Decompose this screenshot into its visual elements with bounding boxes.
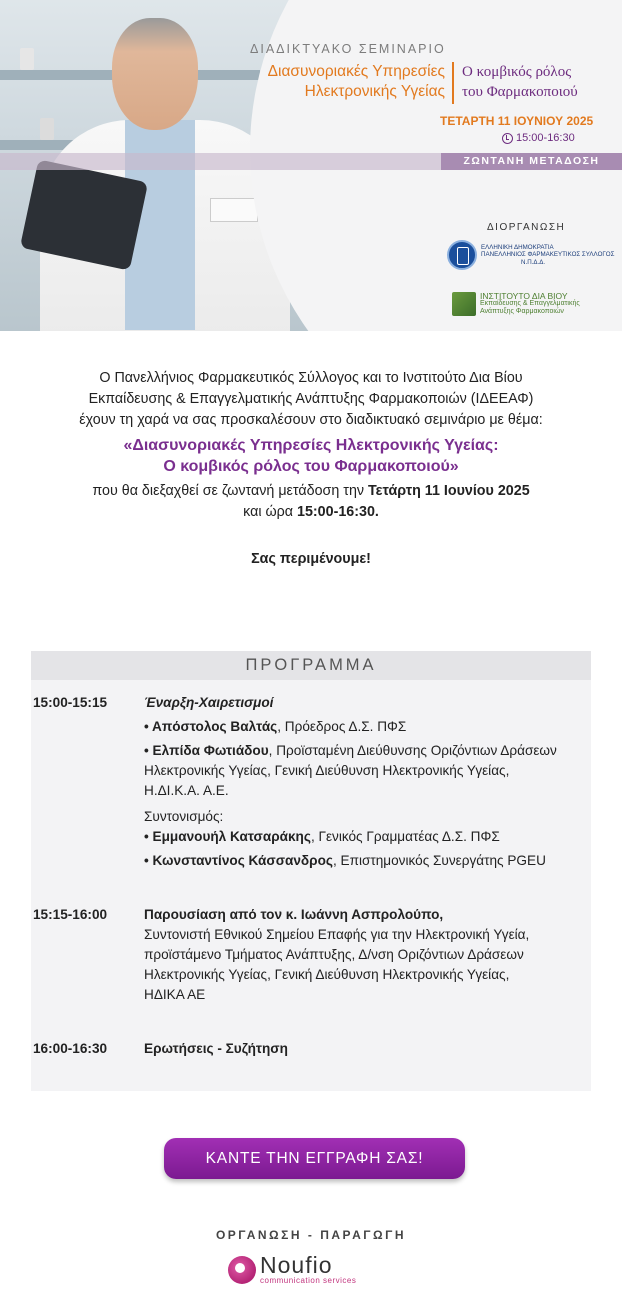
slot-time: 15:00-15:15 [33,695,108,710]
ideeaf-mark-icon [452,292,476,316]
ideeaf-logo: ΙΝΣΤΙΤΟΥΤΟ ΔΙΑ ΒΙΟΥ Εκπαίδευσης & Επαγγελματικής Ανάπτυξης Φαρμακοποιών [452,292,580,316]
production-label: ΟΡΓΑΝΩΣΗ - ΠΑΡΑΓΩΓΗ [215,1228,407,1242]
intro-time: 15:00-16:30. [297,504,379,520]
intro-text: Ο Πανελλήνιος Φαρμακευτικός Σύλλογος και το Ινστιτούτο Δια Βίου Εκπαίδευσης & Επαγγελματικής Ανάπτυξης Φαρμακοποιών (ΙΔΕΕΑΦ) έχουν τη χαρά να σας προσκαλέσουν στο διαδικτυακό σεμινάριο με θέμα: «Διασυνοριακές Υπηρεσίες Ηλεκτρονικής Υγείας: Ο κομβικός ρόλος του Φαρμακοποιού» που θα διεξαχθεί σε ζωντανή μετάδοση την Τετάρτη 11 Ιουνίου 2025 και ώρα 15:00-16:30. Σας περιμένουμε! [0,368,622,570]
intro-date: Τετάρτη 11 Ιουνίου 2025 [368,483,530,499]
slot-title: Ερωτήσεις - Συζήτηση [144,1041,288,1056]
noufio-mark-icon [228,1256,256,1284]
slot-title: Παρουσίαση από τον κ. Ιωάννη Ασπρολούπο, [144,907,444,922]
hero-title-right: Ο κομβικός ρόλος του Φαρμακοποιού [462,64,578,100]
slot-time: 16:00-16:30 [33,1041,108,1056]
slot-time: 15:15-16:00 [33,907,108,922]
hero-date: ΤΕΤΑΡΤΗ 11 ΙΟΥΝΙΟΥ 2025 [440,114,594,128]
seminar-kicker: ΔΙΑΔΙΚΤΥΑΚΟ ΣΕΜΙΝΑΡΙΟ [250,42,446,56]
live-stream-band: ΖΩΝΤΑΝΗ ΜΕΤΑΔΟΣΗ [441,153,622,170]
hero-title-left: Διασυνοριακές Υπηρεσίες Ηλεκτρονικής Υγείας [267,63,445,100]
clock-icon [502,133,513,144]
seminar-topic-1: «Διασυνοριακές Υπηρεσίες Ηλεκτρονικής Υγείας: [123,437,499,454]
title-divider [452,62,454,104]
hellenic-seal-icon [447,240,477,270]
closing-line: Σας περιμένουμε! [251,551,371,567]
pfs-logo: ΕΛΛΗΝΙΚΗ ΔΗΜΟΚΡΑΤΙΑ ΠΑΝΕΛΛΗΝΙΟΣ ΦΑΡΜΑΚΕΥΤΙΚΟΣ ΣΥΛΛΟΓΟΣ Ν.Π.Δ.Δ. [447,240,622,270]
register-button[interactable]: ΚΑΝΤΕ ΤΗΝ ΕΓΓΡΑΦΗ ΣΑΣ! [164,1138,465,1179]
hero-banner [0,0,622,331]
slot-title: Έναρξη-Χαιρετισμοί [144,695,274,710]
moderation-label: Συντονισμός: [144,809,224,824]
program-heading: ΠΡΟΓΡΑΜΜΑ [31,651,591,680]
program-panel: ΠΡΟΓΡΑΜΜΑ 15:00-15:15 Έναρξη-Χαιρετισμοί • Απόστολος Βαλτάς, Πρόεδρος Δ.Σ. ΠΦΣ • Ελπίδα Φωτιάδου, Προϊσταμένη Διεύθυνσης Οριζόντιων Δράσεων Ηλεκτρονικής Υγείας, Γενική Διεύθυνση Ηλεκτρονικής Υγείας, Η.ΔΙ.Κ.Α. Α.Ε. Συντονισμός: • Εμμανουήλ Κατσαράκης, Γενικός Γραμματέας Δ.Σ. ΠΦΣ • Κωνσταντίνος Κάσσανδρος, Επιστημονικός Συνεργάτης PGEU 15:15-16:00 Παρουσίαση από τον κ. Ιωάννη Ασπρολούπο, Συντονιστή Εθνικού Σημείου Επαφής για την Ηλεκτρονική Υγεία, προϊστάμενο Τμήματος Ανάπτυξης, Δ/νση Οριζόντιων Δράσεων Ηλεκτρονικής Υγείας, Γενική Διεύθυνση Ηλεκτρονικής Υγείας, ΗΔΙΚΑ ΑΕ 16:00-16:30 Ερωτήσεις - Συζήτηση [31,651,591,1091]
seminar-topic-2: Ο κομβικός ρόλος του Φαρμακοποιού» [163,458,459,475]
organizer-label: ΔΙΟΡΓΑΝΩΣΗ [487,222,566,233]
hero-time: 15:00-16:30 [502,132,575,144]
noufio-logo[interactable]: Noufio communication services [228,1254,356,1285]
